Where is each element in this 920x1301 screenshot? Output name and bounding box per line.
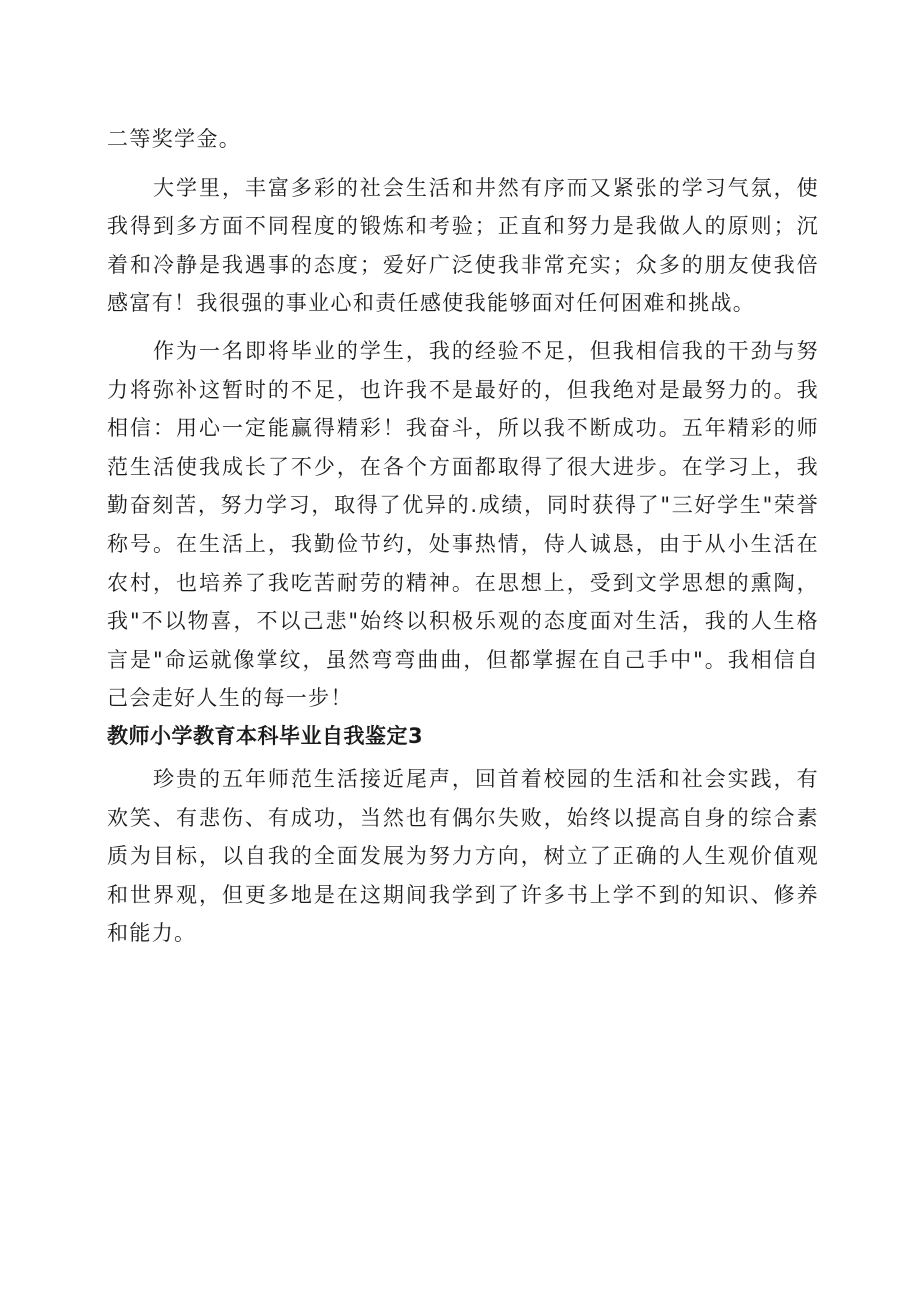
paragraph-scholarship: 二等奖学金。: [107, 127, 242, 151]
document-body: [107, 120, 819, 953]
paragraph-five-years: 珍贵的五年师范生活接近尾声，回首着校园的生活和社会实践，有欢笑、有悲伤、有成功，当然也有偶尔失败，始终以提高自身的综合素质为目标，以自我的全面发展为努力方向，树立了正确的人生观价值观和世界观，但更多地是在这期间我学到了许多书上学不到的知识、修养和能力。: [107, 766, 819, 946]
paragraph-university-life: 大学里，丰富多彩的社会生活和井然有序而又紧张的学习气氛，使我得到多方面不同程度的锻炼和考验；正直和努力是我做人的原则；沉着和冷静是我遇事的态度；爱好广泛使我非常充实；众多的朋友使我倍感富有！我很强的事业心和责任感使我能够面对任何困难和挑战。: [107, 175, 819, 316]
paragraph-graduate-self-assessment: 作为一名即将毕业的学生，我的经验不足，但我相信我的干劲与努力将弥补这暂时的不足，也许我不是最好的，但我绝对是最努力的。我相信：用心一定能赢得精彩！我奋斗，所以我不断成功。五年精彩的师范生活使我成长了不少，在各个方面都取得了很大进步。在学习上，我勤奋刻苦，努力学习，取得了优异的.成绩，同时获得了"三好学生"荣誉称号。在生活上，我勤俭节约，处事热情，侍人诚恳，由于从小生活在农村，也培养了我吃苦耐劳的精神。在思想上，受到文学思想的熏陶，我"不以物喜，不以己悲"始终以积极乐观的态度面对生活，我的人生格言是"命运就像掌纹，虽然弯弯曲曲，但都掌握在自己手中"。我相信自己会走好人生的每一步！: [107, 338, 819, 711]
section-heading: 教师小学教育本科毕业自我鉴定3: [107, 723, 424, 748]
